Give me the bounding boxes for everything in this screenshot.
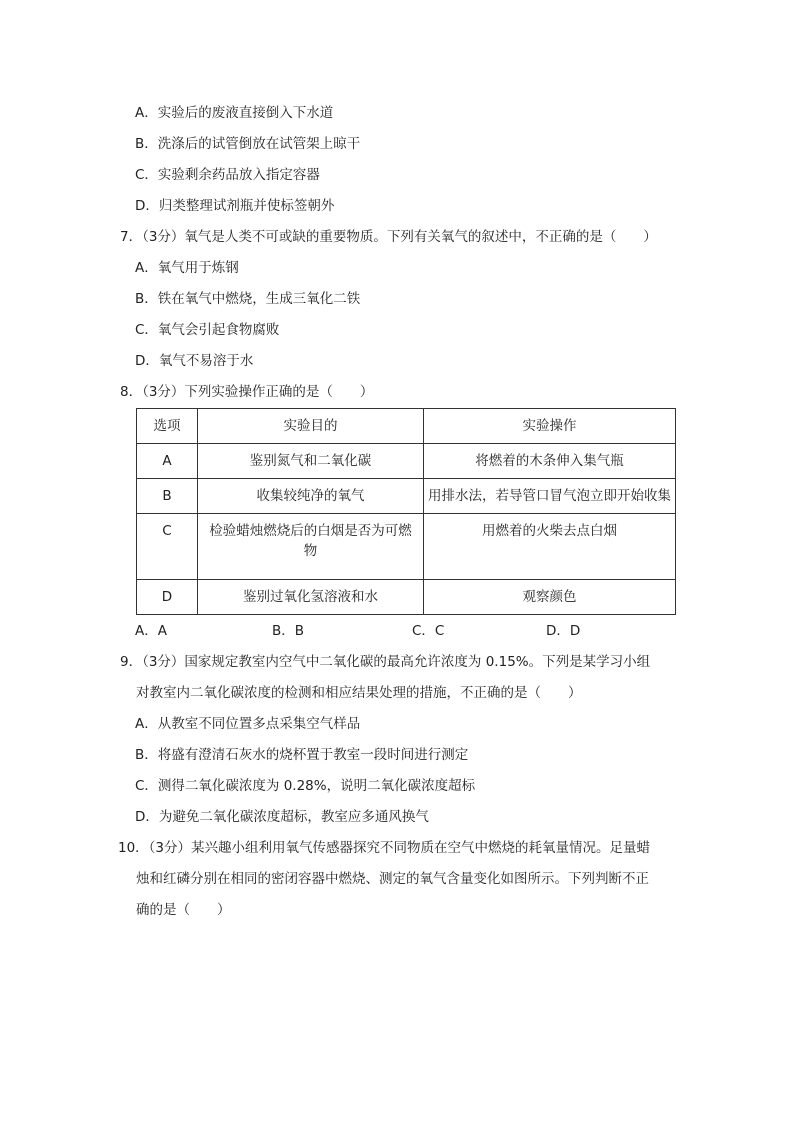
- q9-stem-continued: 对教室内二氧化碳浓度的检测和相应结果处理的措施，不正确的是（ ）: [136, 685, 582, 701]
- q10-stem-end: 确的是（ ）: [136, 902, 231, 918]
- q8-stem: 8．（3分）下列实验操作正确的是（ ）: [120, 384, 374, 400]
- table-header-cell: 选项: [137, 409, 198, 444]
- table-row: [137, 514, 676, 580]
- table-cell: D: [137, 580, 198, 615]
- q8-option-c[interactable]: C．C: [412, 623, 445, 639]
- q7-option-b[interactable]: B．铁在氧气中燃烧，生成三氧化二铁: [135, 291, 361, 307]
- q10-stem-continued: 烛和红磷分别在相同的密闭容器中燃烧、测定的氧气含量变化如图所示。下列判断不正: [136, 871, 649, 887]
- q6-option-a[interactable]: A．实验后的废液直接倒入下水道: [135, 105, 334, 121]
- q9-option-a[interactable]: A．从教室不同位置多点采集空气样品: [135, 716, 361, 732]
- q9-option-c[interactable]: C．测得二氧化碳浓度为 0.28%，说明二氧化碳浓度超标: [135, 778, 476, 794]
- table-row: [137, 444, 676, 479]
- table-cell: 鉴别氮气和二氧化碳: [198, 444, 424, 479]
- table-header-cell: 实验操作: [424, 409, 676, 444]
- q6-option-d[interactable]: D．归类整理试剂瓶并使标签朝外: [135, 198, 335, 214]
- table-header-row: [137, 409, 676, 444]
- table-cell: C: [137, 514, 198, 580]
- table-cell: 用燃着的火柴去点白烟: [424, 514, 676, 580]
- q7-option-a[interactable]: A．氧气用于炼钢: [135, 260, 239, 276]
- q8-option-a[interactable]: A．A: [135, 623, 167, 639]
- q8-option-b[interactable]: B．B: [272, 623, 305, 639]
- table-cell: A: [137, 444, 198, 479]
- q9-stem: 9．（3分）国家规定教室内空气中二氧化碳的最高允许浓度为 0.15%。下列是某学习小组: [120, 654, 651, 670]
- table-cell: 用排水法，若导管口冒气泡立即开始收集: [424, 479, 676, 514]
- table-cell: 观察颜色: [424, 580, 676, 615]
- table-header-cell: 实验目的: [198, 409, 424, 444]
- q7-stem: 7．（3分）氧气是人类不可或缺的重要物质。下列有关氧气的叙述中，不正确的是（ ）: [120, 229, 657, 245]
- table-cell: 收集较纯净的氧气: [198, 479, 424, 514]
- table-cell: 检验蜡烛燃烧后的白烟是否为可燃物: [198, 514, 424, 580]
- table-row: [137, 580, 676, 615]
- table-row: [137, 479, 676, 514]
- table-cell: B: [137, 479, 198, 514]
- table-cell: 鉴别过氧化氢溶液和水: [198, 580, 424, 615]
- q10-stem: 10．（3分）某兴趣小组利用氧气传感器探究不同物质在空气中燃烧的耗氧量情况。足量蜡: [118, 840, 651, 856]
- q6-option-c[interactable]: C．实验剩余药品放入指定容器: [135, 167, 320, 183]
- q8-option-d[interactable]: D．D: [546, 623, 581, 639]
- q9-option-d[interactable]: D．为避免二氧化碳浓度超标，教室应多通风换气: [135, 809, 429, 825]
- q6-option-b[interactable]: B．洗涤后的试管倒放在试管架上晾干: [135, 136, 361, 152]
- table-cell: 将燃着的木条伸入集气瓶: [424, 444, 676, 479]
- q7-option-c[interactable]: C．氧气会引起食物腐败: [135, 322, 280, 338]
- q9-option-b[interactable]: B．将盛有澄清石灰水的烧杯置于教室一段时间进行测定: [135, 747, 469, 763]
- q7-option-d[interactable]: D．氧气不易溶于水: [135, 353, 254, 369]
- experiment-table: [136, 408, 676, 615]
